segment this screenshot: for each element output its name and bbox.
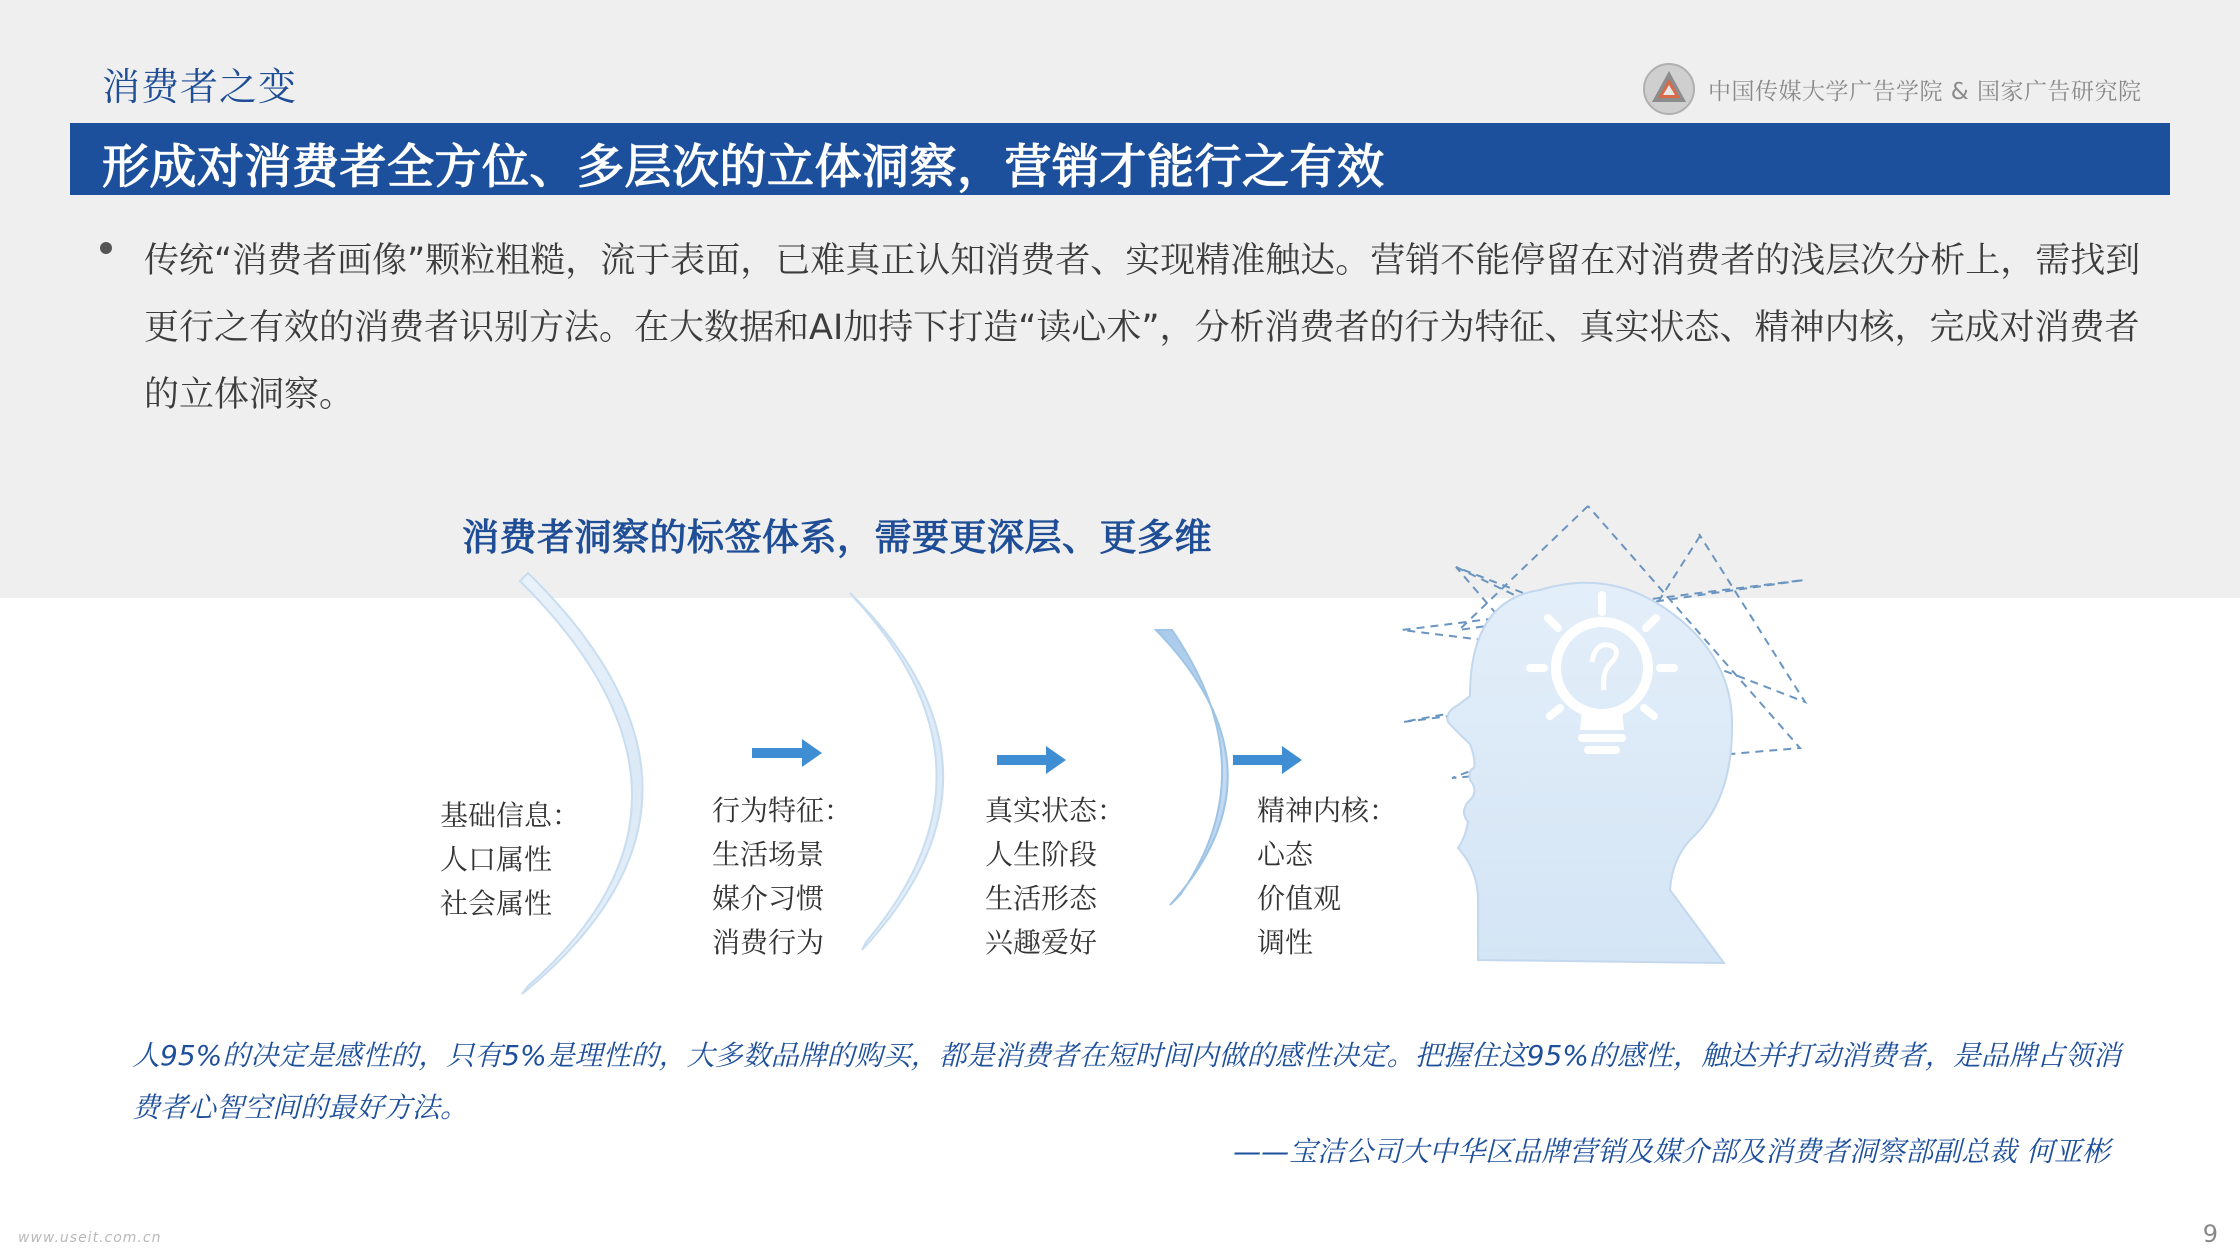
tag-group-head: 真实状态：	[985, 794, 1126, 827]
tag-item: 价值观	[1257, 882, 1342, 915]
layer-arc-3	[1156, 630, 1228, 905]
tag-item: 社会属性	[440, 887, 553, 920]
diagram-title: 消费者洞察的标签体系，需要更深层、更多维	[462, 516, 1212, 559]
tag-item: 生活场景	[712, 838, 825, 871]
quote-text: 人95%的决定是感性的，只有5%是理性的，大多数品牌的购买，都是消费者在短时间内做的感性决定。把握住这95%的感性，触达并打动消费者，是品牌占领消费者心智空间的最好方法。	[132, 1039, 2121, 1124]
watermark: www.useit.com.cn	[18, 1230, 162, 1246]
human-head-icon	[1447, 583, 1732, 963]
tag-item: 心态	[1257, 838, 1314, 871]
tag-group-head: 精神内核：	[1257, 794, 1398, 827]
tag-group-real-state	[985, 789, 1125, 965]
tag-item: 生活形态	[985, 882, 1098, 915]
tag-item: 调性	[1257, 926, 1314, 959]
layer-arc-2	[850, 593, 943, 950]
slide-headline: 形成对消费者全方位、多层次的立体洞察，营销才能行之有效	[102, 140, 1385, 195]
page-number: 9	[2202, 1220, 2218, 1248]
tag-group-head: 基础信息：	[440, 799, 581, 832]
arrow-icon	[1233, 746, 1302, 774]
arrow-icon	[997, 746, 1066, 774]
arrow-icon	[752, 739, 822, 767]
tag-group-basic-info	[440, 794, 580, 926]
intro-paragraph: 传统“消费者画像”颗粒粗糙，流于表面，已难真正认知消费者、实现精准触达。营销不能停留在对消费者的浅层次分析上，需找到更行之有效的消费者识别方法。在大数据和AI加持下打造“读心术”，分析消费者的行为特征、真实状态、精神内核，完成对消费者的立体洞察。	[144, 241, 2141, 415]
section-label: 消费者之变	[102, 65, 298, 109]
quote-attribution: ——宝洁公司大中华区品牌营销及媒介部及消费者洞察部副总裁 何亚彬	[1233, 1135, 2110, 1168]
tag-group-spiritual-core	[1257, 789, 1397, 965]
tag-group-head: 行为特征：	[712, 794, 853, 827]
layer-arc-1	[520, 573, 643, 994]
tag-item: 媒介习惯	[712, 882, 825, 915]
tag-item: 人口属性	[440, 843, 553, 876]
tag-item: 消费行为	[712, 926, 825, 959]
tag-group-behavior	[712, 789, 852, 965]
tag-item: 兴趣爱好	[985, 926, 1098, 959]
tag-item: 人生阶段	[985, 838, 1098, 871]
organization-name: 中国传媒大学广告学院 & 国家广告研究院	[1708, 78, 2142, 105]
